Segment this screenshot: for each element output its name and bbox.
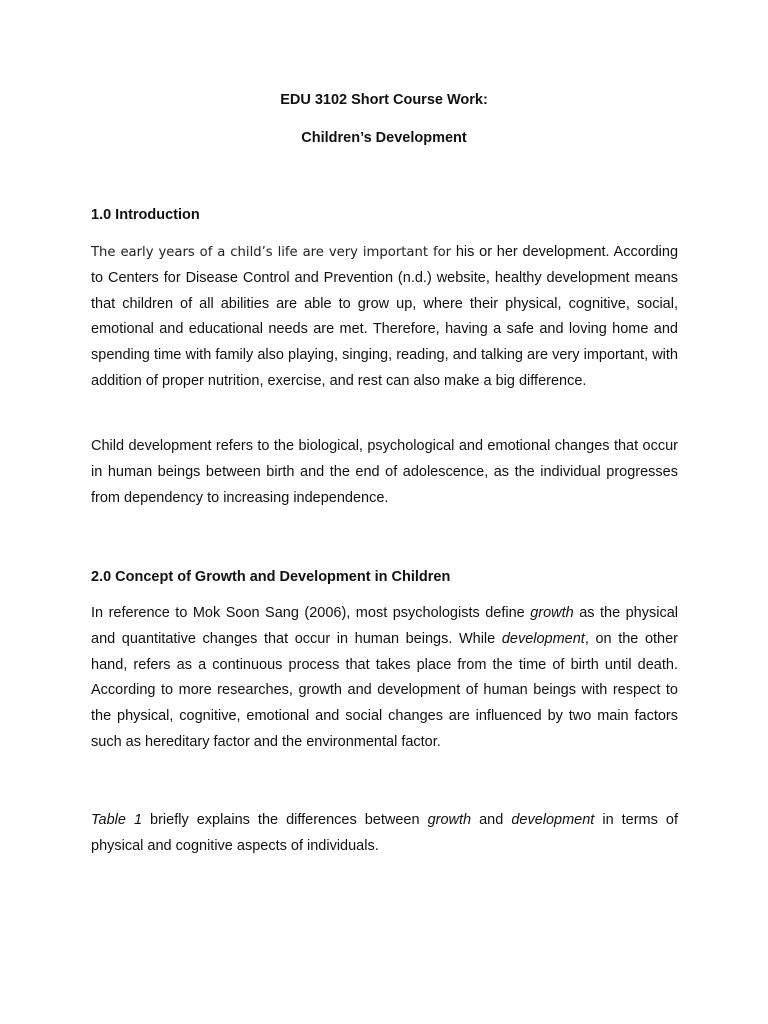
paragraph-table-reference — [91, 808, 678, 860]
paragraph-introduction-2: Child development refers to the biological, psychological and emotional changes that occur in human beings between birth and the end of adolescence, as the individual progresses from dependency to increasing independence. — [91, 438, 678, 506]
text-run: briefly explains the differences between — [142, 812, 428, 828]
emphasis-table-1: Table 1 — [91, 812, 143, 828]
text-run: in terms of physical and cognitive aspects of individuals. — [91, 812, 678, 854]
document-subtitle: Children’s Development — [301, 130, 467, 146]
paragraph-growth-definition — [91, 601, 678, 756]
text-run: and — [471, 812, 512, 828]
paragraph-introduction-1 — [91, 240, 678, 395]
emphasis-development: development — [511, 812, 595, 828]
text-run: as the physical and quantitative changes that occur in human beings. While — [91, 605, 678, 647]
section-heading-introduction: 1.0 Introduction — [91, 207, 200, 223]
emphasis-growth: growth — [427, 812, 472, 828]
paragraph-body-text: his or her development. According to Centers for Disease Control and Prevention (n.d.) website, healthy development means that children of all abilities are able to grow up, where their physical, cognitive, social, emotional and educational needs are met. Therefore, having a safe and loving home and spending time with family also playing, singing, reading, and talking are very important, with addition of proper nutrition, exercise, and rest can also make a big difference. — [91, 244, 679, 389]
text-run: In reference to Mok Soon Sang (2006), most psychologists define — [91, 605, 531, 621]
section-heading-growth-development: 2.0 Concept of Growth and Development in Children — [91, 569, 451, 585]
paragraph-lead-text: The early years of a child’s life are very important for — [91, 245, 452, 260]
text-run: , on the other hand, refers as a continuous process that takes place from the time of birth until death. According to more researches, growth and development of human beings with respect to the physical, cognitive, emotional and social changes are influenced by two main factors such as hereditary factor and the environmental factor. — [91, 630, 678, 750]
emphasis-development: development — [501, 630, 585, 647]
document-title: EDU 3102 Short Course Work: — [280, 92, 488, 108]
emphasis-growth: growth — [530, 605, 574, 621]
